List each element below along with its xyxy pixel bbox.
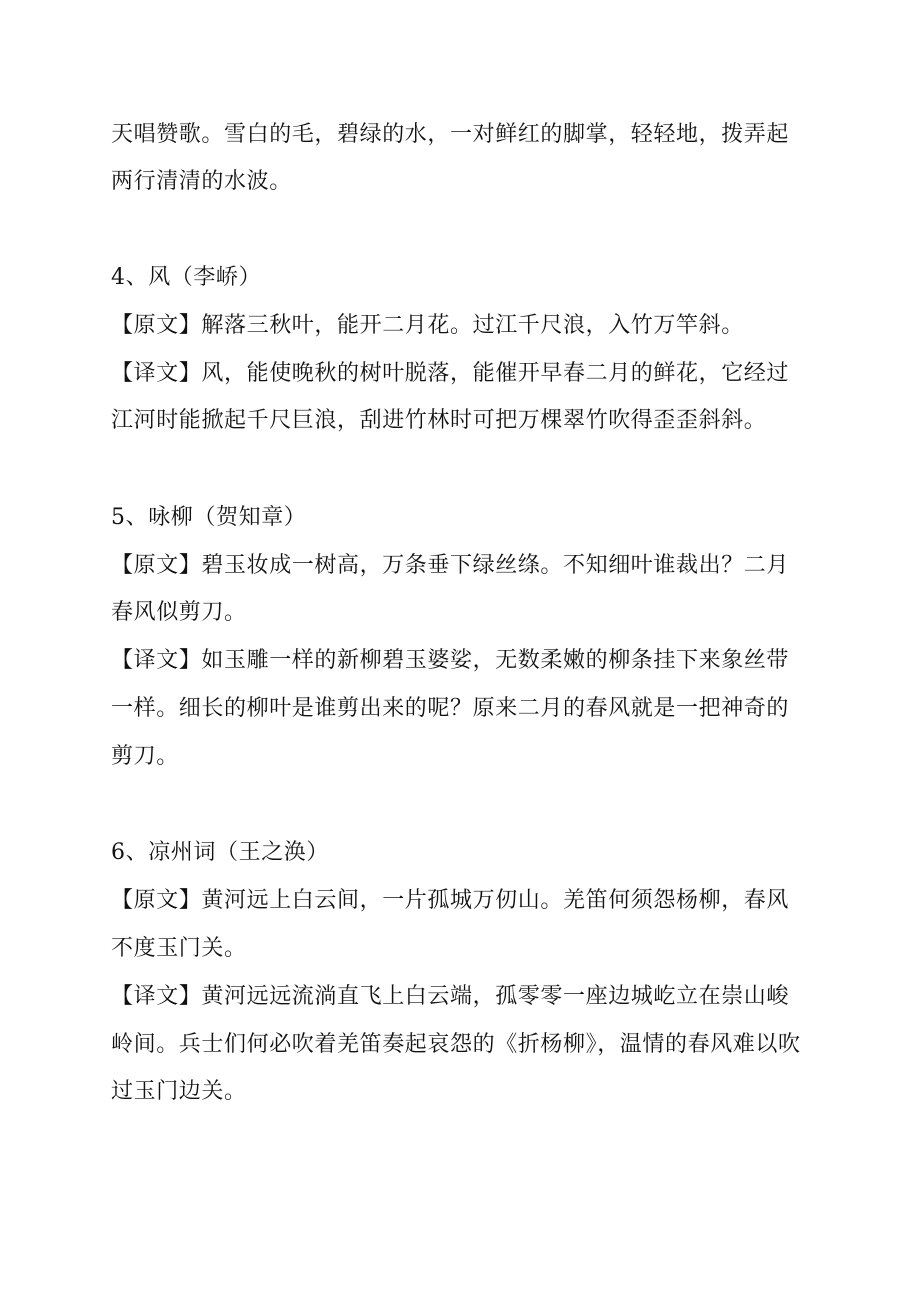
translation-text-6-line-3: 过玉门边关。 xyxy=(111,1079,247,1104)
translation-text-6-line-1: 【译文】黄河远远流淌直飞上白云端，孤零零一座边城屹立在崇山峻 xyxy=(111,984,790,1009)
translation-text-4-line-1: 【译文】风，能使晚秋的树叶脱落，能催开早春二月的鲜花，它经过 xyxy=(111,361,790,386)
original-text-6-line-1: 【原文】黄河远上白云间，一片孤城万仞山。羌笛何须怨杨柳，春风 xyxy=(111,888,790,913)
original-text-5-line-2: 春风似剪刀。 xyxy=(111,600,247,625)
original-text-6-line-2: 不度玉门关。 xyxy=(111,936,247,961)
translation-text-5-line-2: 一样。细长的柳叶是谁剪出来的呢？原来二月的春风就是一把神奇的 xyxy=(111,696,790,721)
translation-text-5-line-3: 剪刀。 xyxy=(111,744,179,769)
original-text-4: 【原文】解落三秋叶，能开二月花。过江千尺浪，入竹万竿斜。 xyxy=(111,313,744,338)
section-title-6: 6、凉州词（王之涣） xyxy=(111,840,329,865)
section-title-4: 4、风（李峤） xyxy=(111,265,262,290)
translation-text-4-line-2: 江河时能掀起千尺巨浪，刮进竹林时可把万棵翠竹吹得歪歪斜斜。 xyxy=(111,408,767,433)
translation-text-6-line-2: 岭间。兵士们何必吹着羌笛奏起哀怨的《折杨柳》，温情的春风难以吹 xyxy=(111,1032,801,1057)
text-line: 两行清清的水波。 xyxy=(111,169,292,194)
text-line: 天唱赞歌。雪白的毛，碧绿的水，一对鲜红的脚掌，轻轻地，拨弄起 xyxy=(111,122,790,147)
translation-text-5-line-1: 【译文】如玉雕一样的新柳碧玉婆娑，无数柔嫩的柳条挂下来象丝带 xyxy=(111,648,790,673)
section-title-5: 5、咏柳（贺知章） xyxy=(111,505,307,530)
original-text-5-line-1: 【原文】碧玉妆成一树高，万条垂下绿丝绦。不知细叶谁裁出？二月 xyxy=(111,553,790,578)
